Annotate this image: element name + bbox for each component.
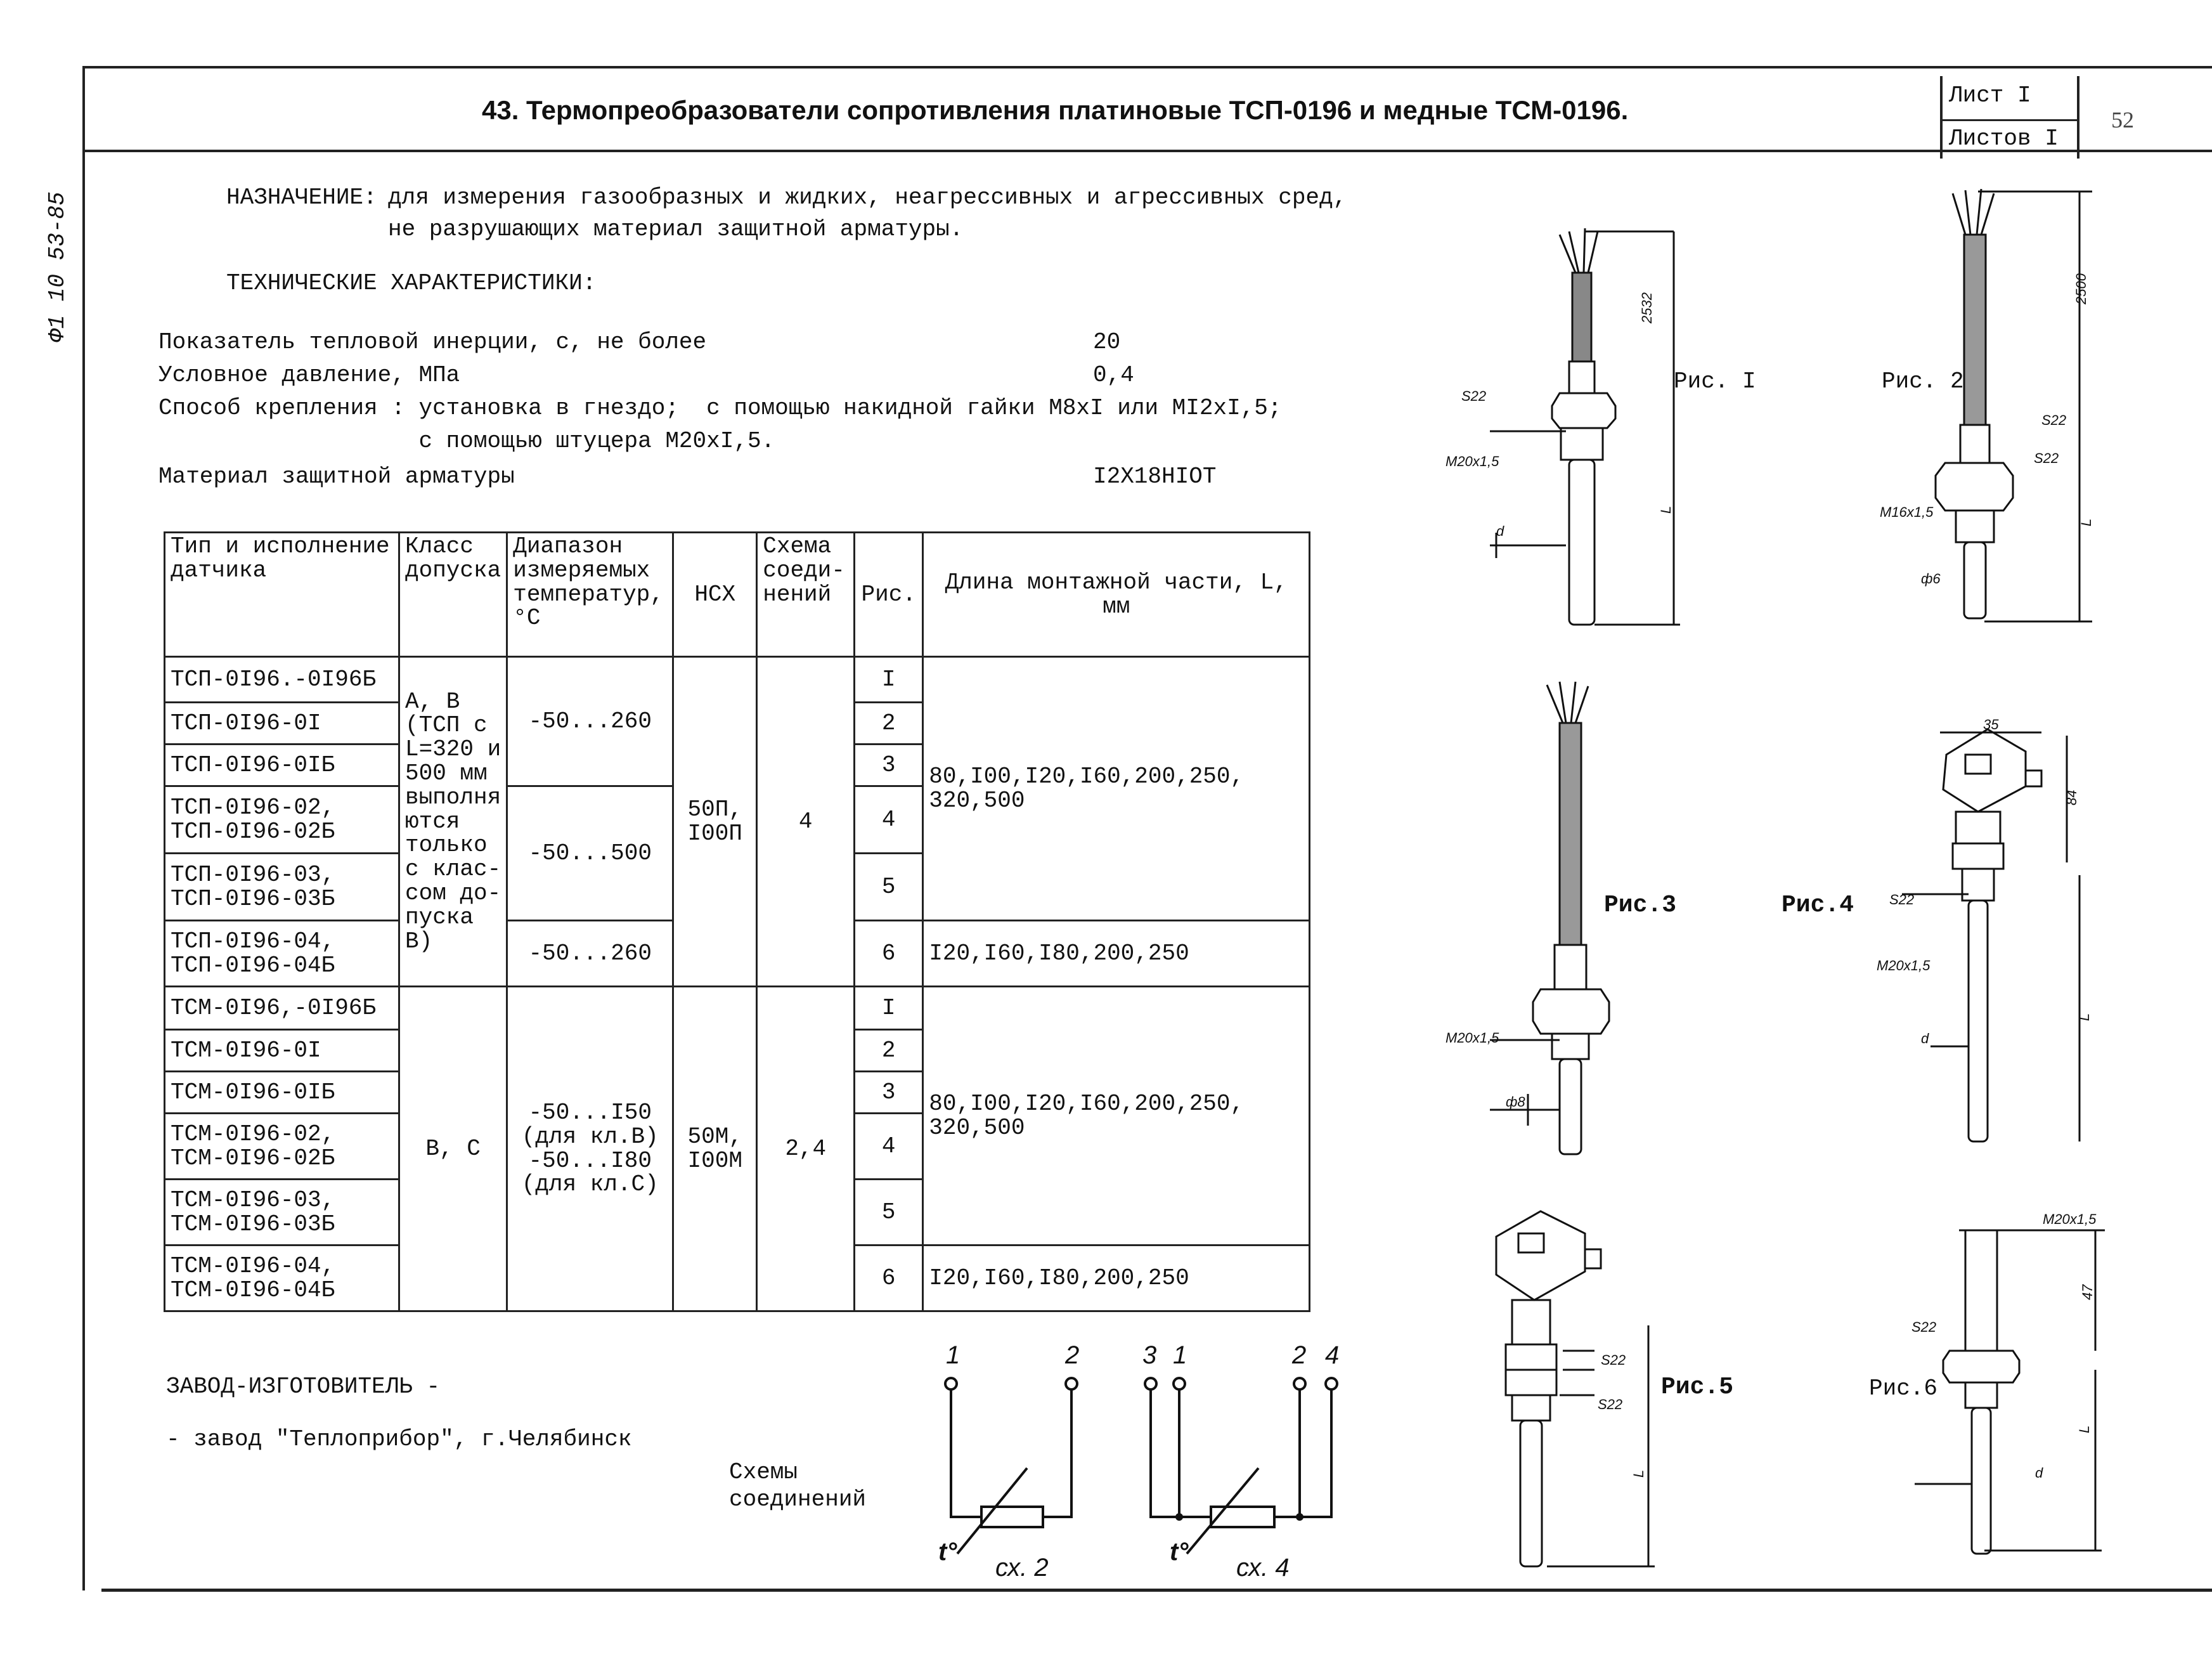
nut-icon bbox=[1552, 393, 1615, 428]
tech-row-value: 0,4 bbox=[1093, 362, 1134, 388]
type-cell: ТСМ-0I96-04, ТСМ-0I96-04Б bbox=[165, 1245, 399, 1311]
sx4-slash bbox=[1187, 1468, 1258, 1554]
cable-gland-icon bbox=[1585, 1249, 1601, 1268]
sheath-icon bbox=[1972, 1408, 1991, 1554]
nut-icon bbox=[1533, 989, 1609, 1034]
connection-schemes bbox=[913, 1338, 1369, 1592]
length-cell: I20,I60,I80,200,250 bbox=[923, 921, 1310, 987]
dim-phi6: ф6 bbox=[1921, 571, 1941, 587]
dim-length: 2532 bbox=[1639, 292, 1655, 323]
header-length: Длина монтажной части, L, мм bbox=[923, 533, 1310, 657]
scheme-cell: 4 bbox=[757, 657, 855, 987]
terminal-4 bbox=[1326, 1378, 1337, 1389]
fitting-icon bbox=[1561, 428, 1603, 460]
fig-cell: 5 bbox=[855, 1180, 923, 1245]
fig-cell: I bbox=[855, 987, 923, 1030]
tech-row-label: Условное давление, МПа bbox=[158, 362, 460, 388]
sx2-resistor bbox=[981, 1507, 1043, 1527]
nut-icon bbox=[1506, 1344, 1556, 1370]
fig-cell: 6 bbox=[855, 1245, 923, 1311]
dim-d: d bbox=[1921, 1031, 1929, 1046]
tech-row-label: Материал защитной арматуры bbox=[158, 464, 515, 490]
manufacturer-name: - завод "Теплоприбор", г.Челябинск bbox=[166, 1426, 632, 1452]
sx4-terminal-label: 2 bbox=[1292, 1341, 1307, 1369]
dim-47: 47 bbox=[2079, 1284, 2095, 1300]
terminal-2b bbox=[1294, 1378, 1305, 1389]
sx2-label: сх. 2 bbox=[995, 1554, 1049, 1582]
tech-row-value: 20 bbox=[1093, 329, 1121, 355]
head-icon bbox=[1943, 729, 2026, 812]
nsx-cell: 50П, I00П bbox=[673, 657, 757, 987]
dim-s22: S22 bbox=[1461, 388, 1487, 404]
table-row bbox=[165, 987, 1310, 1030]
sx4-terminal-label: 3 bbox=[1142, 1341, 1157, 1369]
sx4-terminal-label: 4 bbox=[1325, 1341, 1340, 1369]
fitting-icon bbox=[1962, 869, 1994, 901]
dimension-lines bbox=[1902, 732, 2079, 1141]
nut-icon bbox=[1953, 843, 2003, 869]
nsx-cell: 50М, I00М bbox=[673, 987, 757, 1311]
dim-l: L bbox=[2076, 1013, 2092, 1021]
range-cell: -50...I50 (для кл.В) -50...I80 (для кл.С) bbox=[507, 987, 673, 1311]
page-number: 52 bbox=[2111, 107, 2134, 133]
cable-icon bbox=[1560, 723, 1581, 945]
header-nsx: НСХ bbox=[673, 533, 757, 657]
type-cell: ТСП-0I96.-0I96Б bbox=[165, 657, 399, 703]
sheath-icon bbox=[1569, 460, 1594, 625]
range-cell: -50...260 bbox=[507, 657, 673, 786]
type-cell: ТСП-0I96-0I bbox=[165, 703, 399, 745]
dim-s22: S22 bbox=[2034, 450, 2059, 466]
purpose-line-2: не разрушающих материал защитной арматуры. bbox=[388, 216, 964, 242]
sx4-terminal-label: 1 bbox=[1173, 1341, 1187, 1369]
terminal-3 bbox=[1145, 1378, 1156, 1389]
collar-icon bbox=[1960, 425, 1989, 463]
figure-6-label: Рис.6 bbox=[1869, 1376, 1938, 1402]
fitting-icon bbox=[1956, 511, 1994, 542]
tech-row-label: Показатель тепловой инерции, с, не более bbox=[158, 329, 707, 355]
dim-s22: S22 bbox=[1598, 1396, 1623, 1412]
type-cell: ТСП-0I96-03, ТСП-0I96-03Б bbox=[165, 854, 399, 921]
dim-s22: S22 bbox=[2041, 412, 2067, 428]
dim-s22: S22 bbox=[1911, 1319, 1937, 1335]
dim-35: 35 bbox=[1983, 717, 1999, 732]
class-cell: В, С bbox=[399, 987, 507, 1311]
fig-cell: I bbox=[855, 657, 923, 703]
cable-icon bbox=[1964, 235, 1986, 425]
frame-left-border bbox=[82, 66, 85, 1590]
dim-s22: S22 bbox=[1601, 1352, 1626, 1368]
fig-cell: 2 bbox=[855, 703, 923, 745]
type-cell: ТСМ-0I96-0I bbox=[165, 1030, 399, 1072]
dim-m16: M16x1,5 bbox=[1880, 504, 1934, 520]
figure-5-label: Рис.5 bbox=[1661, 1374, 1734, 1401]
figure-3-label: Рис.3 bbox=[1604, 892, 1677, 919]
tech-row-label: с помощью штуцера М20хI,5. bbox=[158, 428, 775, 454]
sx4-wires bbox=[1151, 1389, 1331, 1517]
dim-l: L bbox=[2076, 1425, 2092, 1433]
tech-row-label: Способ крепления : установка в гнездо; с помощью накидной гайки М8хI или МI2хI,5; bbox=[158, 395, 1282, 421]
dim-m20: M20x1,5 bbox=[1446, 1030, 1499, 1046]
wire-icon bbox=[1547, 682, 1588, 723]
junction-dot bbox=[1175, 1513, 1183, 1521]
sheath-icon bbox=[1969, 901, 1988, 1141]
scheme-cell: 2,4 bbox=[757, 987, 855, 1311]
nut-icon bbox=[1506, 1370, 1556, 1395]
dim-l: L bbox=[2078, 518, 2094, 526]
wire-icon bbox=[1953, 189, 1994, 235]
dimension-lines bbox=[1490, 1040, 1560, 1126]
sx2-terminal-label: 2 bbox=[1065, 1341, 1080, 1369]
header-scheme: Схема соеди-нений bbox=[757, 533, 855, 657]
fig-cell: 6 bbox=[855, 921, 923, 987]
figure-2-drawing bbox=[1877, 184, 2130, 628]
length-cell: I20,I60,I80,200,250 bbox=[923, 1245, 1310, 1311]
header-type: Тип и исполнение датчика bbox=[165, 533, 399, 657]
head-icon bbox=[1496, 1211, 1585, 1300]
dim-84: 84 bbox=[2064, 790, 2079, 805]
type-cell: ТСП-0I96-02, ТСП-0I96-02Б bbox=[165, 786, 399, 854]
terminal-1 bbox=[945, 1378, 957, 1389]
fitting-icon bbox=[1512, 1395, 1550, 1421]
nut-icon bbox=[1936, 463, 2013, 511]
sheets-label: Листов I bbox=[1949, 126, 2059, 152]
junction-dot bbox=[1296, 1513, 1303, 1521]
fig-cell: 4 bbox=[855, 1114, 923, 1180]
fitting-icon bbox=[1552, 1034, 1589, 1059]
dim-d: d bbox=[1496, 523, 1504, 539]
type-cell: ТСП-0I96-04, ТСП-0I96-04Б bbox=[165, 921, 399, 987]
type-cell: ТСМ-0I96-0IБ bbox=[165, 1072, 399, 1114]
label-plate-icon bbox=[1518, 1233, 1544, 1252]
fig-cell: 3 bbox=[855, 1072, 923, 1114]
sx4-resistor bbox=[1211, 1507, 1274, 1527]
class-cell: А, В (ТСП с L=320 и 500 мм выполня ются только с клас-сом до-пуска В) bbox=[399, 657, 507, 987]
dim-l: L bbox=[1631, 1469, 1646, 1478]
side-code: Ф1 10 53-85 bbox=[44, 192, 70, 342]
sheet-box-divider bbox=[1940, 119, 2077, 121]
table-header-row bbox=[165, 533, 1310, 657]
header-fig: Рис. bbox=[855, 533, 923, 657]
frame-top-border bbox=[82, 66, 2212, 68]
figure-2-label: Рис. 2 bbox=[1882, 368, 1964, 394]
type-cell: ТСП-0I96-0IБ bbox=[165, 745, 399, 786]
page-title: 43. Термопреобразователи сопротивления платиновые ТСП-0196 и медные ТСМ-0196. bbox=[482, 95, 1629, 125]
tech-heading: ТЕХНИЧЕСКИЕ ХАРАКТЕРИСТИКИ: bbox=[226, 270, 597, 296]
dimension-lines bbox=[1978, 192, 2092, 621]
range-cell: -50...260 bbox=[507, 921, 673, 987]
collar-icon bbox=[1512, 1300, 1550, 1344]
length-cell: 80,I00,I20,I60,200,250, 320,500 bbox=[923, 987, 1310, 1245]
fitting-icon bbox=[1965, 1382, 1997, 1408]
header-class: Класс допуска bbox=[399, 533, 507, 657]
collar-icon bbox=[1956, 812, 2000, 843]
sheath-icon bbox=[1520, 1421, 1542, 1566]
sx2-slash bbox=[957, 1468, 1027, 1554]
fig-cell: 2 bbox=[855, 1030, 923, 1072]
cable-gland-icon bbox=[2026, 771, 2041, 786]
title-rule bbox=[82, 150, 2212, 152]
dim-l: L bbox=[1658, 505, 1674, 514]
collar-icon bbox=[1555, 945, 1586, 989]
dim-phi8: ф8 bbox=[1506, 1094, 1525, 1110]
sx2-t-label: t° bbox=[938, 1538, 957, 1566]
figure-3-drawing bbox=[1446, 679, 1718, 1161]
type-cell: ТСМ-0I96-03, ТСМ-0I96-03Б bbox=[165, 1180, 399, 1245]
fig-cell: 4 bbox=[855, 786, 923, 854]
wire-icon bbox=[1560, 228, 1598, 273]
dim-m20: M20x1,5 bbox=[2043, 1211, 2097, 1227]
sx2-wires bbox=[951, 1389, 1071, 1517]
schemes-caption: Схемы соединений bbox=[729, 1459, 867, 1513]
fig-cell: 3 bbox=[855, 745, 923, 786]
type-cell: ТСМ-0I96,-0I96Б bbox=[165, 987, 399, 1030]
tech-row-value: I2Х18НIОТ bbox=[1093, 464, 1217, 490]
sx2-terminal-label: 1 bbox=[946, 1341, 960, 1369]
dim-m20: M20x1,5 bbox=[1446, 453, 1499, 469]
dim-d: d bbox=[2035, 1465, 2043, 1481]
figure-1-drawing bbox=[1446, 216, 1762, 634]
dim-length: 2500 bbox=[2073, 273, 2089, 304]
manufacturer-label: ЗАВОД-ИЗГОТОВИТЕЛЬ - bbox=[166, 1374, 441, 1400]
figure-1-label: Рис. I bbox=[1674, 368, 1756, 394]
sheath-icon bbox=[1964, 542, 1986, 618]
dimension-lines bbox=[1915, 1230, 2105, 1551]
sheet-label: Лист I bbox=[1949, 82, 2031, 108]
body-icon bbox=[1965, 1230, 1997, 1351]
length-cell: 80,I00,I20,I60,200,250, 320,500 bbox=[923, 657, 1310, 921]
spec-table bbox=[164, 531, 1310, 1312]
label-plate-icon bbox=[1965, 755, 1991, 774]
dim-s22: S22 bbox=[1889, 892, 1915, 907]
sx4-t-label: t° bbox=[1170, 1538, 1189, 1566]
range-cell: -50...500 bbox=[507, 786, 673, 921]
sheath-icon bbox=[1560, 1059, 1581, 1154]
table-row bbox=[165, 657, 1310, 703]
fig-cell: 5 bbox=[855, 854, 923, 921]
purpose-label: НАЗНАЧЕНИЕ: bbox=[226, 185, 377, 211]
dim-m20: M20x1,5 bbox=[1877, 958, 1931, 973]
figure-4-drawing bbox=[1877, 717, 2130, 1148]
sx4-label: сх. 4 bbox=[1236, 1554, 1290, 1582]
purpose-line-1: для измерения газообразных и жидких, неагрессивных и агрессивных сред, bbox=[388, 185, 1347, 211]
header-range: Диапазон измеряемых температур, °С bbox=[507, 533, 673, 657]
nut-icon bbox=[1943, 1351, 2019, 1382]
terminal-1b bbox=[1174, 1378, 1185, 1389]
cable-icon bbox=[1572, 273, 1591, 361]
terminal-2 bbox=[1066, 1378, 1077, 1389]
figure-4-label: Рис.4 bbox=[1782, 892, 1854, 919]
type-cell: ТСМ-0I96-02, ТСМ-0I96-02Б bbox=[165, 1114, 399, 1180]
collar-icon bbox=[1569, 361, 1594, 393]
